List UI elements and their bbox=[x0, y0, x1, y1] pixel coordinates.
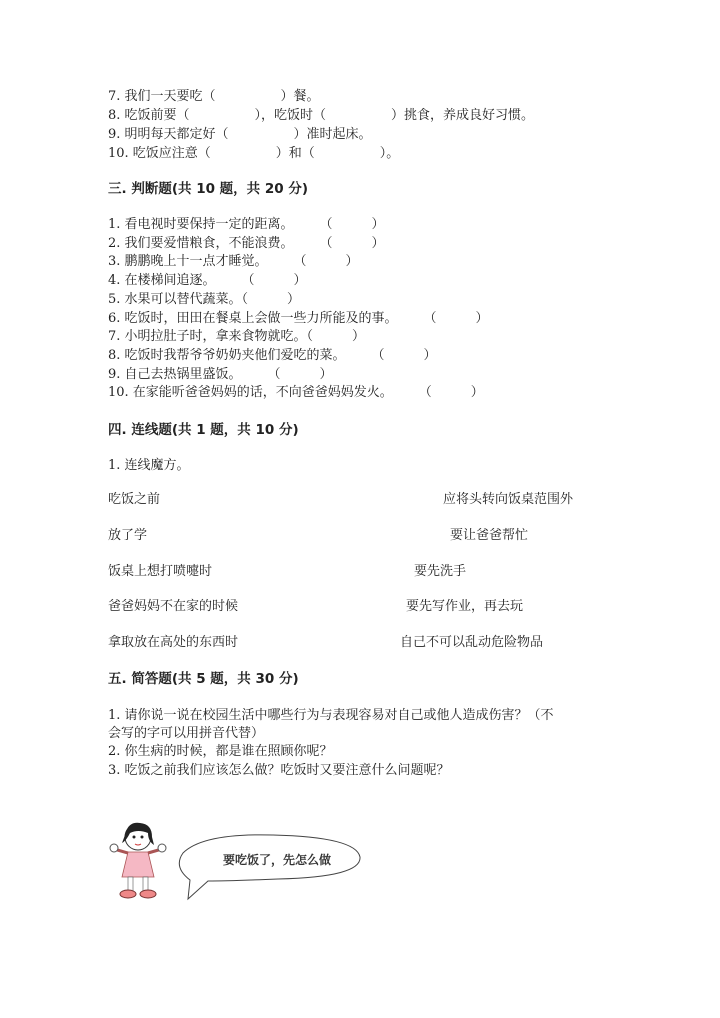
judgement-item: 10. 在家能听爸爸妈妈的话，不向爸爸妈妈发火。 （ ） bbox=[108, 385, 484, 400]
judgement-item: 6. 吃饭时，田田在餐桌上会做一些力所能及的事。 （ ） bbox=[108, 311, 489, 326]
short-answer-item: 1. 请你说一说在校园生活中哪些行为与表现容易对自己或他人造成伤害？（不 bbox=[108, 708, 554, 723]
matching-left-item: 爸爸妈妈不在家的时候 bbox=[108, 599, 239, 614]
judgement-item: 9. 自己去热锅里盛饭。 （ ） bbox=[108, 367, 333, 382]
matching-left-item: 吃饭之前 bbox=[108, 492, 161, 507]
judgement-item: 7. 小明拉肚子时，拿来食物就吃。（ ） bbox=[108, 329, 366, 344]
matching-question: 1. 连线魔方。 bbox=[108, 458, 190, 473]
matching-right-item: 要先洗手 bbox=[414, 564, 467, 579]
fill-blank-item: 10. 吃饭应注意（ ）和（ ）。 bbox=[108, 146, 400, 161]
speech-bubble-text: 要吃饭了，先怎么做 bbox=[223, 853, 332, 867]
judgement-item: 8. 吃饭时我帮爷爷奶奶夹他们爱吃的菜。 （ ） bbox=[108, 348, 437, 363]
matching-right-item: 应将头转向饭桌范围外 bbox=[443, 492, 574, 507]
short-answer-item: 3. 吃饭之前我们应该怎么做？吃饭时又要注意什么问题呢？ bbox=[108, 763, 450, 778]
fill-blank-item: 8. 吃饭前要（ ），吃饭时（ ）挑食，养成良好习惯。 bbox=[108, 108, 535, 123]
short-answer-item: 2. 你生病的时候，都是谁在照顾你呢？ bbox=[108, 744, 333, 759]
short-answer-item: 会写的字可以用拼音代替） bbox=[108, 726, 265, 741]
section-heading: 五. 简答题(共 5 题，共 30 分) bbox=[108, 671, 299, 687]
girl-cartoon-icon bbox=[108, 815, 368, 905]
judgement-item: 2. 我们要爱惜粮食，不能浪费。 （ ） bbox=[108, 236, 385, 251]
judgement-item: 1. 看电视时要保持一定的距离。 （ ） bbox=[108, 217, 385, 232]
judgement-item: 3. 鹏鹏晚上十一点才睡觉。 （ ） bbox=[108, 254, 359, 269]
section-heading: 四. 连线题(共 1 题，共 10 分) bbox=[108, 422, 299, 438]
fill-blank-item: 7. 我们一天要吃（ ）餐。 bbox=[108, 89, 320, 104]
matching-right-item: 要让爸爸帮忙 bbox=[450, 528, 529, 543]
girl-speech-illustration bbox=[108, 815, 368, 905]
matching-left-item: 拿取放在高处的东西时 bbox=[108, 635, 239, 650]
fill-blank-item: 9. 明明每天都定好（ ）准时起床。 bbox=[108, 127, 372, 142]
matching-right-item: 自己不可以乱动危险物品 bbox=[400, 635, 544, 650]
section-heading: 三. 判断题(共 10 题，共 20 分) bbox=[108, 181, 309, 197]
matching-left-item: 饭桌上想打喷嚏时 bbox=[108, 564, 213, 579]
matching-left-item: 放了学 bbox=[108, 528, 148, 543]
judgement-item: 4. 在楼梯间追逐。 （ ） bbox=[108, 273, 307, 288]
matching-right-item: 要先写作业，再去玩 bbox=[406, 599, 524, 614]
judgement-item: 5. 水果可以替代蔬菜。（ ） bbox=[108, 292, 301, 307]
